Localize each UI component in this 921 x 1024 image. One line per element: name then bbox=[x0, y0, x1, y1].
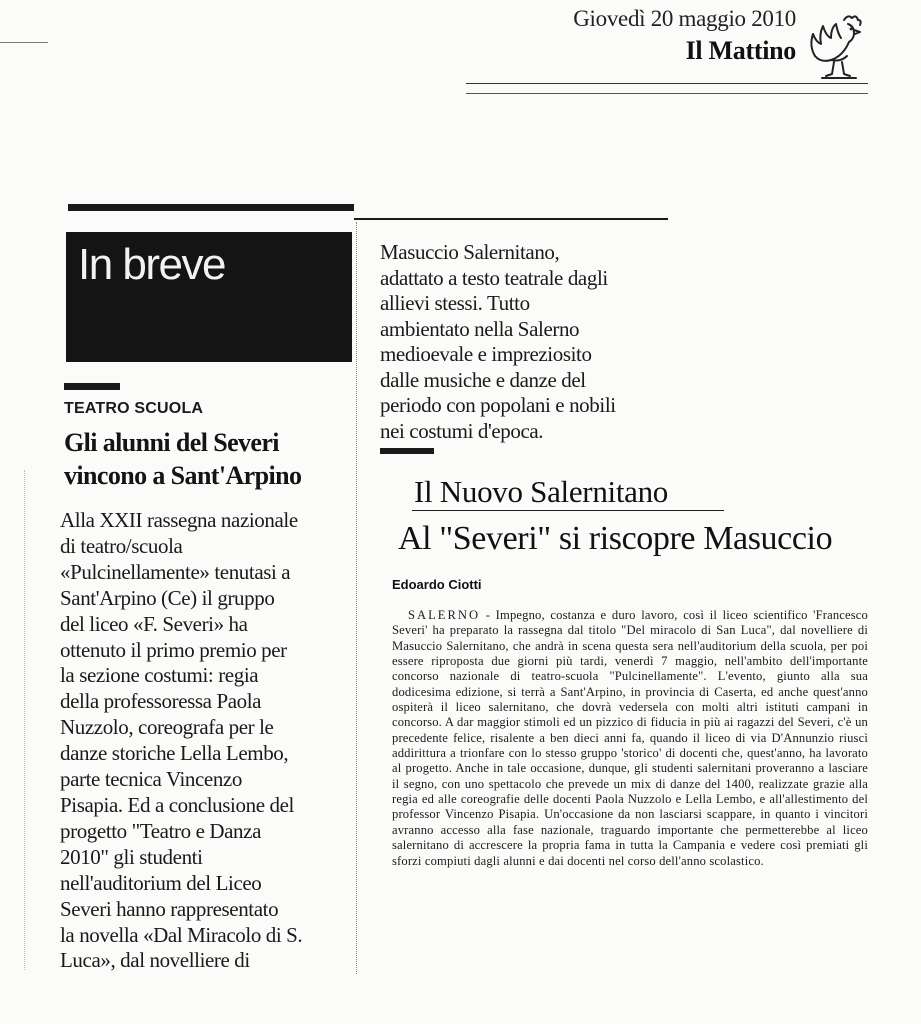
dateline: SALERNO bbox=[408, 608, 481, 622]
section-label: In breve bbox=[78, 240, 225, 289]
kicker: TEATRO SCUOLA bbox=[64, 400, 204, 417]
brief-body-left: Alla XXII rassegna nazionale di teatro/scuola «Pulcinellamente» tenutasi a Sant'Arpino (Ce) il gruppo del liceo «F. Severi» ha ottenuto il primo premio per la sezione costumi: regia della professoressa Paola Nuzzolo, coreografa per le danze storiche Lella Lembo, parte tecnica Vincenzo Pisapia. Ed a conclusione del progetto "Teatro e Danza 2010" gli studenti nell'auditorium del Liceo Severi hanno rappresentato la novella «Dal Miracolo di S. Luca», dal novelliere di bbox=[60, 508, 303, 973]
article-body bbox=[392, 608, 868, 869]
margin-line bbox=[24, 470, 25, 970]
column-divider bbox=[356, 222, 357, 974]
rooster-icon bbox=[804, 12, 870, 82]
article-text: - Impegno, costanza e duro lavoro, così il liceo scientifico 'Francesco Severi' ha preparato la rassegna dal titolo "Del miracolo di San Luca", dal novelliere di Masuccio Salernitano, che andrà in scena questa sera nell'auditorium della scuola, per poi essere riproposta due giorni più tardi, venerdì 7 maggio, nell'ambito dell'importante concorso nazionale di teatro-scuola "Pulcinellamente". L'evento, giunto alla sua dodicesima edizione, si terrà a Sant'Arpino, in provincia di Caserta, ed anche quest'anno ospiterà il liceo salernitano, che dovrà vedersela con molti altri istituti campani in concorso. A dar maggior stimoli ed un pizzico di fiducia in più ai ragazzi del Severi, c'è un precedente felice, risalente a ben dieci anni fa, quando il liceo di via D'Annunzio riuscì addirittura a trionfare con lo stesso gruppo 'storico' di docenti che, quest'anno, ha lavorato al progetto. Anche in tale occasione, dunque, gli studenti salernitani proveranno a lasciare il segno, con uno spettacolo che prevede un mix di danze del 1400, realizzate grazie alla regia ed alle coreografie delle docenti Paola Nuzzolo e Lella Lembo, e all'allestimento del professor Vincenzo Pisapia. Un'occasione da non lasciarsi scappare, in quanto i vincitori avranno accesso alla fase nazionale, traguardo importante che permetterebbe al liceo salernitano di accrescere la propria fama in tutta la Campania e vedere così premiati gli sforzi compiuti dagli alunni e dai docenti nel corso dell'anno scolastico. bbox=[392, 608, 868, 868]
source-underline bbox=[412, 510, 724, 511]
corner-mark bbox=[0, 42, 48, 43]
newspaper-name: Il Mattino bbox=[685, 36, 796, 65]
masthead-rule-lower bbox=[466, 93, 868, 94]
masthead-rule bbox=[466, 83, 868, 84]
source-title: Il Nuovo Salernitano bbox=[414, 474, 669, 509]
brief-body-right: Masuccio Salernitano, adattato a testo teatrale dagli allievi stessi. Tutto ambientato nella Salerno medioevale e impreziosito dalle musiche e danze del periodo con popolani e nobili nei costumi d'epoca. bbox=[380, 240, 616, 443]
section-rule-thin bbox=[354, 218, 668, 220]
article-title: Al "Severi" si riscopre Masuccio bbox=[398, 520, 833, 557]
article-paragraph bbox=[392, 608, 868, 869]
byline: Edoardo Ciotti bbox=[392, 577, 482, 592]
section-rule-thick bbox=[68, 204, 354, 211]
kicker-bar bbox=[64, 383, 120, 390]
brief-end-bar bbox=[380, 448, 434, 454]
brief-headline: Gli alunni del Severi vincono a Sant'Arpino bbox=[64, 428, 302, 490]
issue-date: Giovedì 20 maggio 2010 bbox=[573, 6, 796, 31]
